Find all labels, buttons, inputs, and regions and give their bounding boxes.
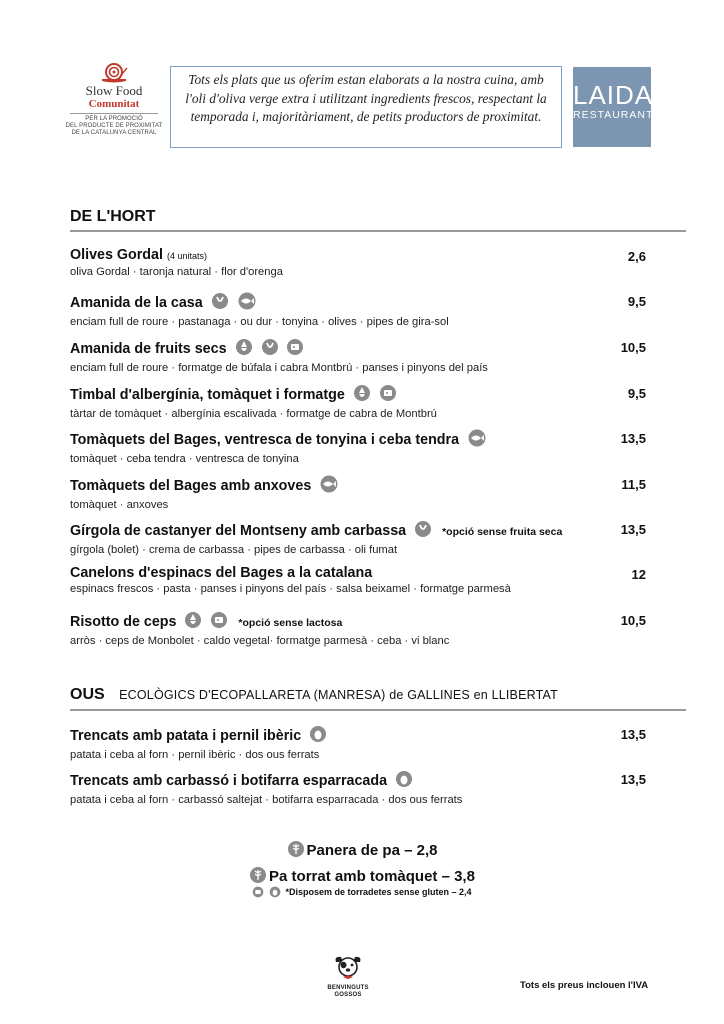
slow-food-comunitat: Comunitat bbox=[88, 98, 140, 110]
menu-item-price: 2,6 bbox=[627, 249, 646, 264]
toasted-bread bbox=[0, 866, 724, 888]
lactose-icon bbox=[252, 886, 264, 900]
menu-item-desc: enciam full de roure · pastanaga · ou dur · tonyina · olives · pipes de gira-sol bbox=[70, 316, 449, 328]
menu-item-name-row bbox=[70, 292, 686, 315]
slow-food-name: Slow Food bbox=[85, 83, 143, 98]
menu-item-name: Amanida de fruits secs bbox=[70, 341, 227, 357]
wheat-icon bbox=[287, 840, 305, 862]
menu-item-name-row bbox=[70, 565, 686, 582]
section-title-text: DE L'HORT bbox=[70, 208, 156, 225]
fish-icon bbox=[237, 292, 257, 315]
laida-brand-sub: RESTAURANT bbox=[573, 109, 654, 121]
wheat-icon bbox=[249, 866, 267, 888]
laida-brand-name: LAIDA bbox=[573, 80, 654, 110]
egg-icon bbox=[395, 770, 413, 793]
slow-food-tagline-3: DE LA CATALUNYA CENTRAL bbox=[71, 130, 157, 136]
slow-food-tagline-2: DEL PRODUCTE DE PROXIMITAT bbox=[65, 123, 163, 129]
menu-item-desc: arròs · ceps de Monbolet · caldo vegetal· formatge parmesà · ceba · vi blanc bbox=[70, 635, 450, 647]
section-title-text: OUS bbox=[70, 686, 105, 703]
menu-item-name-row bbox=[70, 338, 686, 361]
menu-item-name: Amanida de la casa bbox=[70, 295, 203, 311]
menu-item bbox=[70, 520, 686, 558]
menu-item-price: 10,5 bbox=[620, 613, 646, 628]
menu-item-note: *opció sense fruita seca bbox=[442, 526, 563, 538]
menu-item bbox=[70, 247, 686, 280]
menu-item bbox=[70, 770, 686, 808]
menu-item bbox=[70, 338, 686, 376]
section-title-hort bbox=[70, 208, 156, 226]
dogs-welcome-badge bbox=[318, 954, 378, 999]
menu-item bbox=[70, 611, 686, 649]
menu-item-units: (4 unitats) bbox=[166, 251, 207, 261]
snail-icon bbox=[99, 62, 129, 84]
lactose-icon bbox=[210, 611, 228, 634]
menu-item bbox=[70, 565, 686, 597]
menu-item bbox=[70, 429, 686, 467]
slow-food-logo bbox=[58, 62, 170, 137]
menu-item-desc: oliva Gordal · taronja natural · flor d'orenga bbox=[70, 266, 283, 278]
menu-item-desc: patata i ceba al forn · pernil ibèric · dos ous ferrats bbox=[70, 749, 320, 761]
menu-item-name-row bbox=[70, 520, 686, 543]
dog-text-1: BENVINGUTS bbox=[327, 985, 369, 991]
menu-item-desc: tomàquet · anxoves bbox=[70, 499, 169, 511]
menu-item-name: Tomàquets del Bages amb anxoves bbox=[70, 478, 312, 494]
egg-icon bbox=[309, 725, 327, 748]
menu-item-price: 13,5 bbox=[620, 431, 646, 446]
menu-item-price: 9,5 bbox=[627, 294, 646, 309]
menu-item-name: Risotto de ceps bbox=[70, 614, 177, 630]
vegetarian-icon bbox=[211, 292, 229, 315]
menu-item-price: 11,5 bbox=[621, 477, 646, 492]
menu-item-price: 13,5 bbox=[620, 727, 646, 742]
section-subtitle: ECOLÒGICS D'ECOPALLARETA (MANRESA) de GALLINES en LLIBERTAT bbox=[119, 688, 558, 702]
fish-icon bbox=[467, 429, 487, 452]
lactose-icon bbox=[286, 338, 304, 361]
bread-line-3: *Disposem de torradetes sense gluten – 2,4 bbox=[285, 887, 472, 897]
menu-item-price: 10,5 bbox=[620, 340, 646, 355]
menu-item-desc: enciam full de roure · formatge de búfala i cabra Montbrú · panses i pinyons del país bbox=[70, 362, 488, 374]
menu-item-name: Timbal d'albergínia, tomàquet i formatge bbox=[70, 387, 345, 403]
iva-note: Tots els preus inclouen l'IVA bbox=[520, 980, 649, 991]
vegetarian-icon bbox=[261, 338, 279, 361]
menu-item-name: Canelons d'espinacs del Bages a la catalana bbox=[70, 565, 373, 581]
dog-icon bbox=[331, 954, 365, 980]
menu-item-price: 13,5 bbox=[620, 772, 646, 787]
laida-logo bbox=[573, 67, 654, 147]
nuts-icon bbox=[353, 384, 371, 407]
menu-item-name: Tomàquets del Bages, ventresca de tonyina i ceba tendra bbox=[70, 432, 460, 448]
section-divider bbox=[70, 709, 686, 711]
slow-food-tagline-1: PER LA PROMOCIÓ bbox=[85, 116, 143, 122]
section-title-ous bbox=[70, 686, 558, 704]
dog-text-2: GOSSOS bbox=[334, 992, 362, 998]
menu-item-desc: gírgola (bolet) · crema de carbassa · pipes de carbassa · oli fumat bbox=[70, 544, 398, 556]
menu-item-name: Trencats amb carbassó i botifarra esparracada bbox=[70, 773, 388, 789]
vegetarian-icon bbox=[414, 520, 432, 543]
bread-basket bbox=[0, 840, 724, 862]
menu-item bbox=[70, 292, 686, 330]
menu-item-name: Gírgola de castanyer del Montseny amb carbassa bbox=[70, 523, 407, 539]
menu-item-name-row bbox=[70, 384, 686, 407]
menu-item-name-row bbox=[70, 770, 686, 793]
menu-item-name-row bbox=[70, 429, 686, 452]
menu-item-desc: tàrtar de tomàquet · albergínia escalivada · formatge de cabra de Montbrú bbox=[70, 408, 437, 420]
menu-item-name: Olives Gordal bbox=[70, 247, 163, 263]
menu-item-note: *opció sense lactosa bbox=[238, 617, 343, 629]
menu-item-name-row bbox=[70, 247, 686, 265]
fish-icon bbox=[319, 475, 339, 498]
menu-item-name-row bbox=[70, 725, 686, 748]
menu-item-desc: espinacs frescos · pasta · panses i pinyons del país · salsa beixamel · formatge parmesà bbox=[70, 583, 511, 595]
bread-line-1: Panera de pa – 2,8 bbox=[306, 842, 438, 859]
menu-item-price: 9,5 bbox=[627, 386, 646, 401]
slow-food-divider bbox=[70, 113, 158, 114]
nuts-icon bbox=[184, 611, 202, 634]
lactose-icon bbox=[379, 384, 397, 407]
menu-item-name: Trencats amb patata i pernil ibèric bbox=[70, 728, 302, 744]
menu-item-price: 13,5 bbox=[620, 522, 646, 537]
nuts-icon bbox=[235, 338, 253, 361]
gluten-free-note bbox=[0, 886, 724, 900]
menu-item-desc: patata i ceba al forn · carbassó saltejat · botifarra esparracada · dos ous ferrats bbox=[70, 794, 463, 806]
menu-item-name-row bbox=[70, 475, 686, 498]
menu-item bbox=[70, 475, 686, 513]
section-divider bbox=[70, 230, 686, 232]
menu-item-name-row bbox=[70, 611, 686, 634]
menu-item bbox=[70, 384, 686, 422]
egg-icon bbox=[269, 886, 281, 900]
menu-item-price: 12 bbox=[631, 567, 646, 582]
menu-item-desc: tomàquet · ceba tendra · ventresca de tonyina bbox=[70, 453, 299, 465]
menu-item bbox=[70, 725, 686, 763]
intro-box: Tots els plats que us oferim estan elaborats a la nostra cuina, amb l'oli d'oliva verge extra i utilitzant ingredients frescos, respectant la temporada i, majoritàriament, de petits productors de proximitat. bbox=[170, 66, 562, 148]
bread-line-2: Pa torrat amb tomàquet – 3,8 bbox=[269, 868, 475, 885]
